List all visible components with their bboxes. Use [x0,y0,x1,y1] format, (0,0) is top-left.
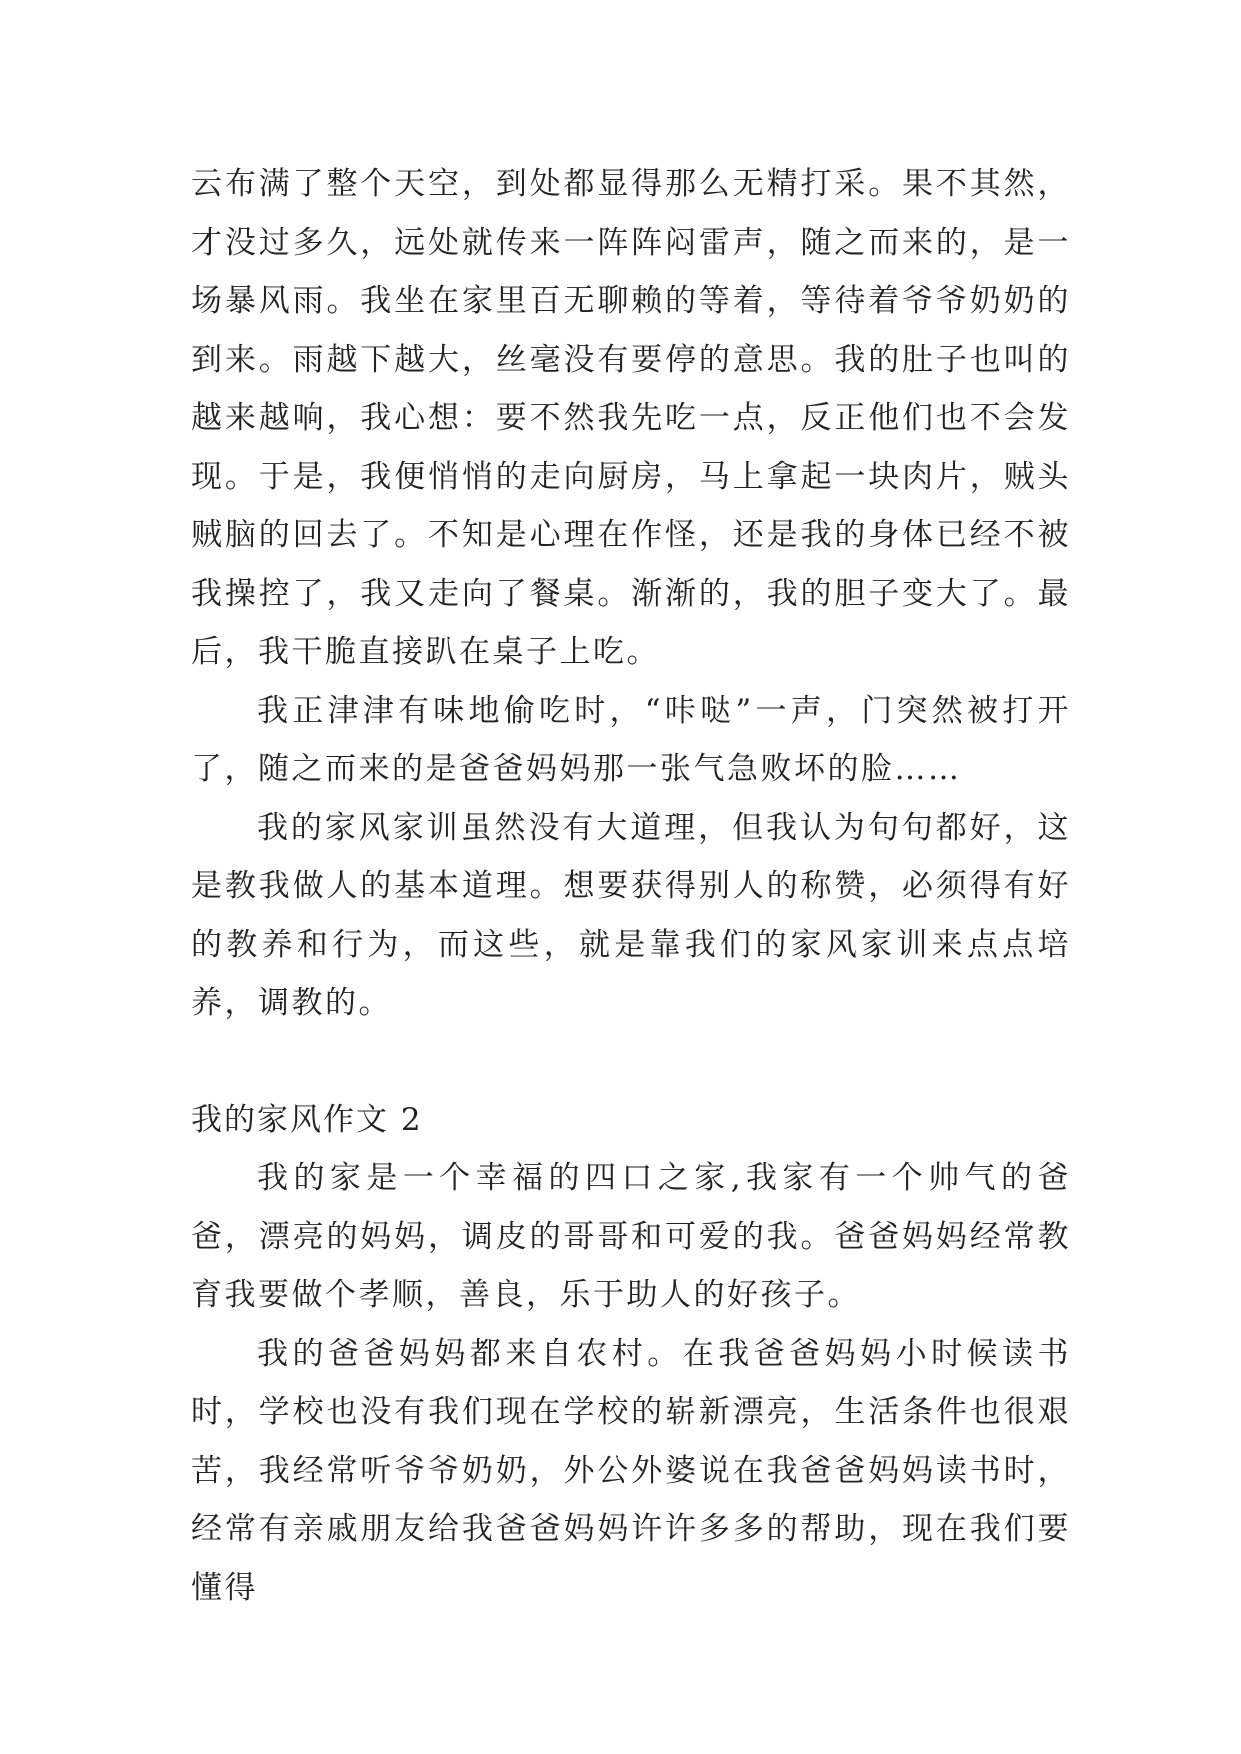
essay-heading: 我的家风作文 2 [191,1101,423,1138]
document-body [191,155,1071,1617]
section-spacer [191,1033,1071,1091]
paragraph-family-rules: 我的家风家训虽然没有大道理，但我认为句句都好，这是教我做人的基本道理。想要获得别人的称赞，必须得有好的教养和行为，而这些，就是靠我们的家风家训来点点培养，调教的。 [191,809,1071,1021]
paragraph-parents-countryside: 我的爸爸妈妈都来自农村。在我爸爸妈妈小时候读书时，学校也没有我们现在学校的崭新漂亮，生活条件也很艰苦，我经常听爷爷奶奶，外公外婆说在我爸爸妈妈读书时，经常有亲戚朋友给我爸爸妈妈许许多多的帮助，现在我们要懂得 [191,1335,1071,1606]
paragraph-storm-story: 云布满了整个天空，到处都显得那么无精打采。果不其然，才没过多久，远处就传来一阵阵闷雷声，随之而来的，是一场暴风雨。我坐在家里百无聊赖的等着，等待着爷爷奶奶的到来。雨越下越大，丝毫没有要停的意思。我的肚子也叫的越来越响，我心想：要不然我先吃一点，反正他们也不会发现。于是，我便悄悄的走向厨房，马上拿起一块肉片，贼头贼脑的回去了。不知是心理在作怪，还是我的身体已经不被我操控了，我又走向了餐桌。渐渐的，我的胆子变大了。最后，我干脆直接趴在桌子上吃。 [191,166,1071,670]
paragraph-door-opened: 我正津津有味地偷吃时，“咔哒”一声，门突然被打开了，随之而来的是爸爸妈妈那一张气急败坏的脸…… [191,692,1071,787]
paragraph-happy-family: 我的家是一个幸福的四口之家,我家有一个帅气的爸爸，漂亮的妈妈，调皮的哥哥和可爱的我。爸爸妈妈经常教育我要做个孝顺，善良，乐于助人的好孩子。 [191,1160,1071,1313]
